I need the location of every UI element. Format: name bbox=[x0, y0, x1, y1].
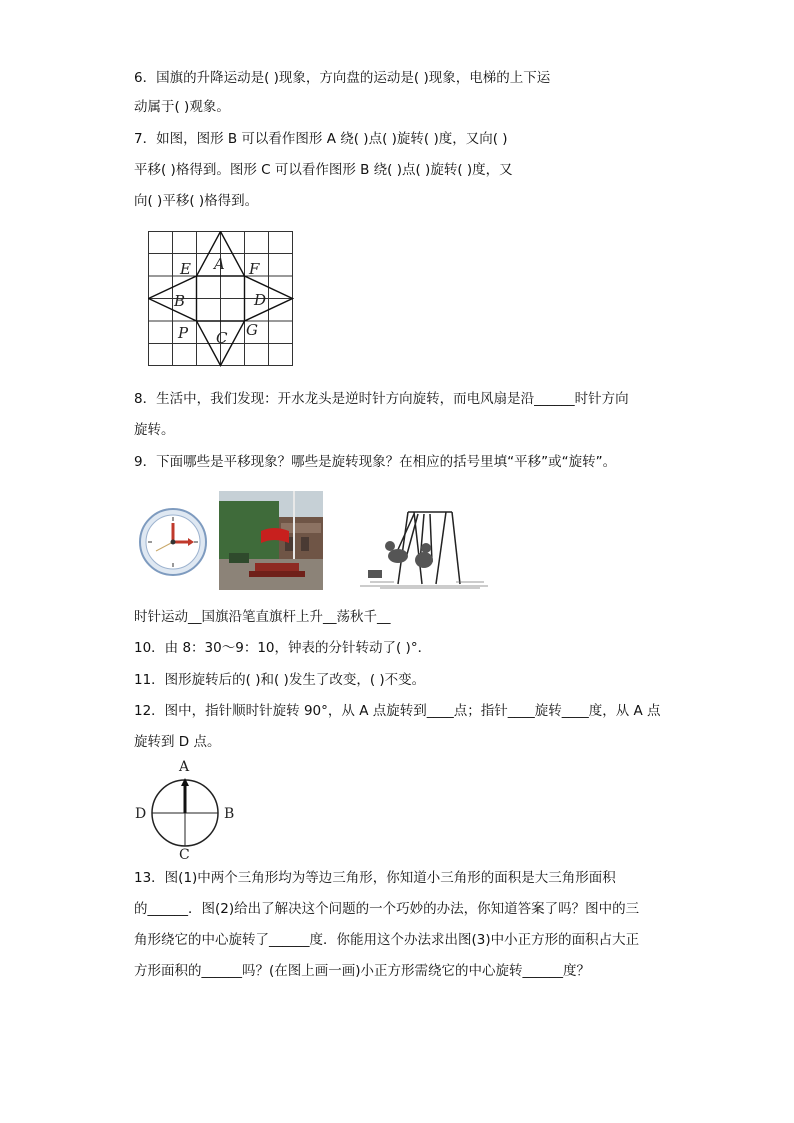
clock-icon bbox=[138, 507, 208, 577]
q9-line-1: 9．下面哪些是平移现象？哪些是旋转现象？在相应的括号里填“平移”或“旋转”。 bbox=[134, 454, 617, 470]
q6-line-1: 6．国旗的升降运动是( )现象，方向盘的运动是( )现象，电梯的上下运 bbox=[134, 70, 551, 86]
grid-label-b: B bbox=[174, 292, 186, 310]
dial-label-c: C bbox=[179, 847, 190, 863]
q12-line-1: 12．图中，指针顺时针旋转 90°，从 A 点旋转到____点；指针____旋转____度，从 A 点 bbox=[134, 703, 661, 719]
dial-label-b: B bbox=[224, 806, 235, 822]
grid-label-p: P bbox=[178, 324, 189, 342]
rotation-grid-figure bbox=[148, 231, 294, 367]
q10-line-1: 10．由 8：30～9：10，钟表的分针转动了( )°． bbox=[134, 640, 432, 656]
grid-label-f: F bbox=[249, 260, 260, 278]
grid-label-e: E bbox=[180, 260, 191, 278]
grid-label-c: C bbox=[216, 329, 228, 347]
q7-line-3: 向( )平移( )格得到。 bbox=[134, 193, 259, 209]
grid-label-a: A bbox=[214, 255, 225, 273]
q13-line-2: 的______．图(2)给出了解决这个问题的一个巧妙的办法，你知道答案了吗？图中的三 bbox=[134, 901, 640, 917]
q9-caption: 时针运动__国旗沿笔直旗杆上升__荡秋千__ bbox=[134, 609, 391, 625]
grid-label-d: D bbox=[254, 291, 267, 309]
q8-line-2: 旋转。 bbox=[134, 422, 175, 438]
q7-line-1: 7．如图，图形 B 可以看作图形 A 绕( )点( )旋转( )度，又向( ) bbox=[134, 131, 508, 147]
q13-line-1: 13．图(1)中两个三角形均为等边三角形，你知道小三角形的面积是大三角形面积 bbox=[134, 870, 616, 886]
grid-label-g: G bbox=[246, 321, 258, 339]
q6-line-2: 动属于( )观象。 bbox=[134, 99, 230, 115]
q7-line-2: 平移( )格得到。图形 C 可以看作图形 B 绕( )点( )旋转( )度，又 bbox=[134, 162, 513, 178]
flag-raising-photo bbox=[219, 491, 323, 590]
dial-label-a: A bbox=[179, 759, 190, 775]
q8-line-1: 8．生活中，我们发现：开水龙头是逆时针方向旋转，而电风扇是沿______时针方向 bbox=[134, 391, 629, 407]
pointer-dial-figure bbox=[130, 755, 240, 865]
q13-line-3: 角形绕它的中心旋转了______度．你能用这个办法求出图(3)中小正方形的面积占大正 bbox=[134, 932, 640, 948]
q11-line-1: 11．图形旋转后的( )和( )发生了改变，( )不变。 bbox=[134, 672, 426, 688]
q12-line-2: 旋转到 D 点。 bbox=[134, 734, 221, 750]
q13-line-4: 方形面积的______吗？(在图上画一画)小正方形需绕它的中心旋转______度？ bbox=[134, 963, 591, 979]
dial-label-d: D bbox=[135, 806, 147, 822]
swing-illustration bbox=[360, 508, 488, 592]
